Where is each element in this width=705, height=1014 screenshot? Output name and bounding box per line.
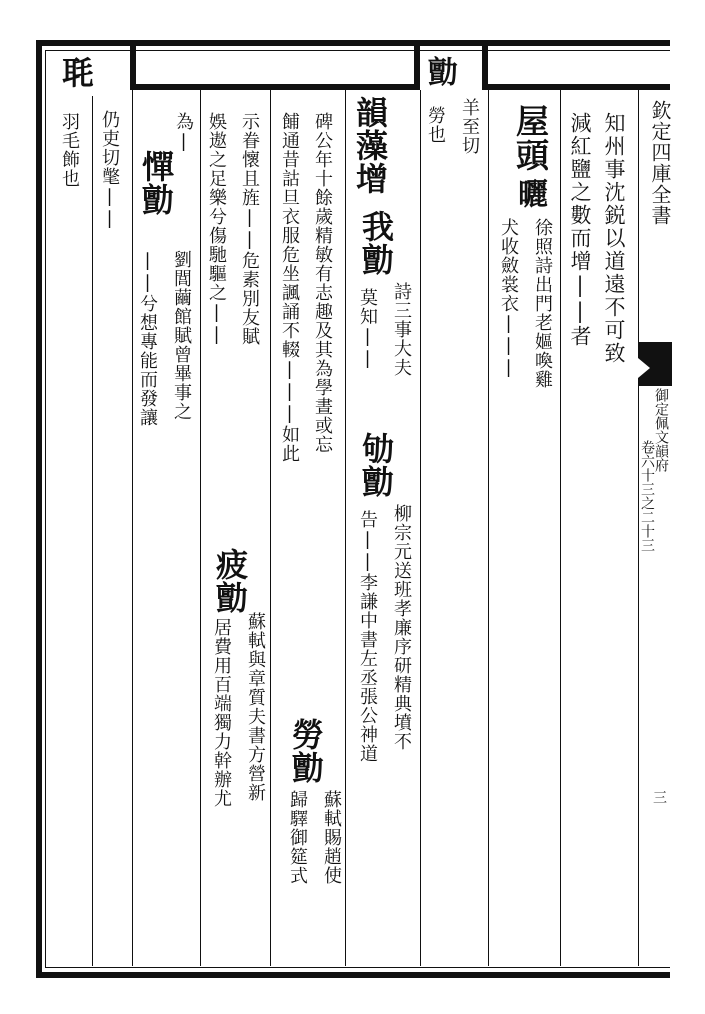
column-rule	[132, 90, 133, 966]
column-rule	[560, 90, 561, 966]
section-heading: 韻藻增	[351, 96, 389, 195]
column-rule	[345, 90, 346, 966]
text-column: 示眷懷且旌||危素別友賦	[239, 112, 260, 346]
headword: 憚勯	[137, 150, 175, 216]
header-rule	[482, 84, 670, 90]
text-column: 餔通昔詁旦衣服危坐諷誦不輟|||如此	[279, 112, 300, 463]
book-title: 欽定四庫全書	[648, 100, 672, 226]
text-column: 娛遨之足樂兮傷馳驅之||	[206, 112, 227, 346]
column-rule	[200, 90, 201, 966]
headword: 勯	[422, 56, 457, 87]
column-rule	[420, 90, 421, 966]
citation: 蘇軾與章質夫書方營新	[245, 612, 266, 802]
folio-mark: 三	[651, 790, 667, 804]
header-rule	[36, 40, 136, 46]
pronunciation: 羊至切	[459, 98, 480, 155]
headword: 屋頭	[511, 104, 550, 172]
headword: 毦	[57, 56, 95, 89]
citation: 居費用百端獨力幹辦尤	[211, 618, 232, 808]
header-step	[130, 40, 136, 90]
definition: 勞也	[425, 106, 446, 144]
citation: 告||李謙中書左丞張公神道	[357, 510, 378, 763]
column-rule	[488, 90, 489, 966]
headword: 疲勯	[211, 548, 249, 614]
fish-tail-notch	[638, 358, 650, 378]
headword: 我勯	[357, 210, 395, 276]
header-step	[482, 40, 488, 90]
citation: 歸驛御筵式	[287, 790, 308, 885]
headword: 劬勯	[357, 432, 395, 498]
text-column: 減紅鹽之數而增||者	[568, 112, 592, 348]
citation: 劉閭繭館賦曾畢事之	[171, 250, 192, 421]
citation: 莫知||	[357, 288, 378, 370]
volume-label-top: 御定佩文韻府	[653, 388, 669, 472]
header-rule	[414, 40, 488, 46]
definition: 羽毛飾也	[59, 112, 80, 188]
volume-label: 卷六十三之二十三	[639, 440, 655, 552]
citation: 徐照詩出門老嫗喚雞	[532, 218, 553, 389]
header-step	[414, 40, 420, 90]
text-column: 知州事沈鋭以道遠不可致	[602, 112, 626, 365]
header-rule	[130, 84, 420, 90]
column-rule	[92, 96, 93, 966]
citation: 犬收斂裳衣|||	[498, 218, 519, 379]
pronunciation: 仍吏切氅||	[99, 110, 120, 230]
text-column: 為|	[173, 112, 194, 153]
headword: 曬	[512, 178, 547, 209]
headword: 勞勯	[287, 718, 325, 784]
text-column: 碑公年十餘歲精敏有志趣及其為學晝或忘	[312, 112, 333, 454]
citation: 柳宗元送班孝廉序研精典墳不	[391, 504, 412, 751]
citation: ||兮想專能而發讓	[137, 250, 158, 427]
column-rule	[270, 90, 271, 966]
citation: 蘇軾賜趙使	[321, 790, 342, 885]
citation: 詩三事大夫	[391, 282, 412, 377]
